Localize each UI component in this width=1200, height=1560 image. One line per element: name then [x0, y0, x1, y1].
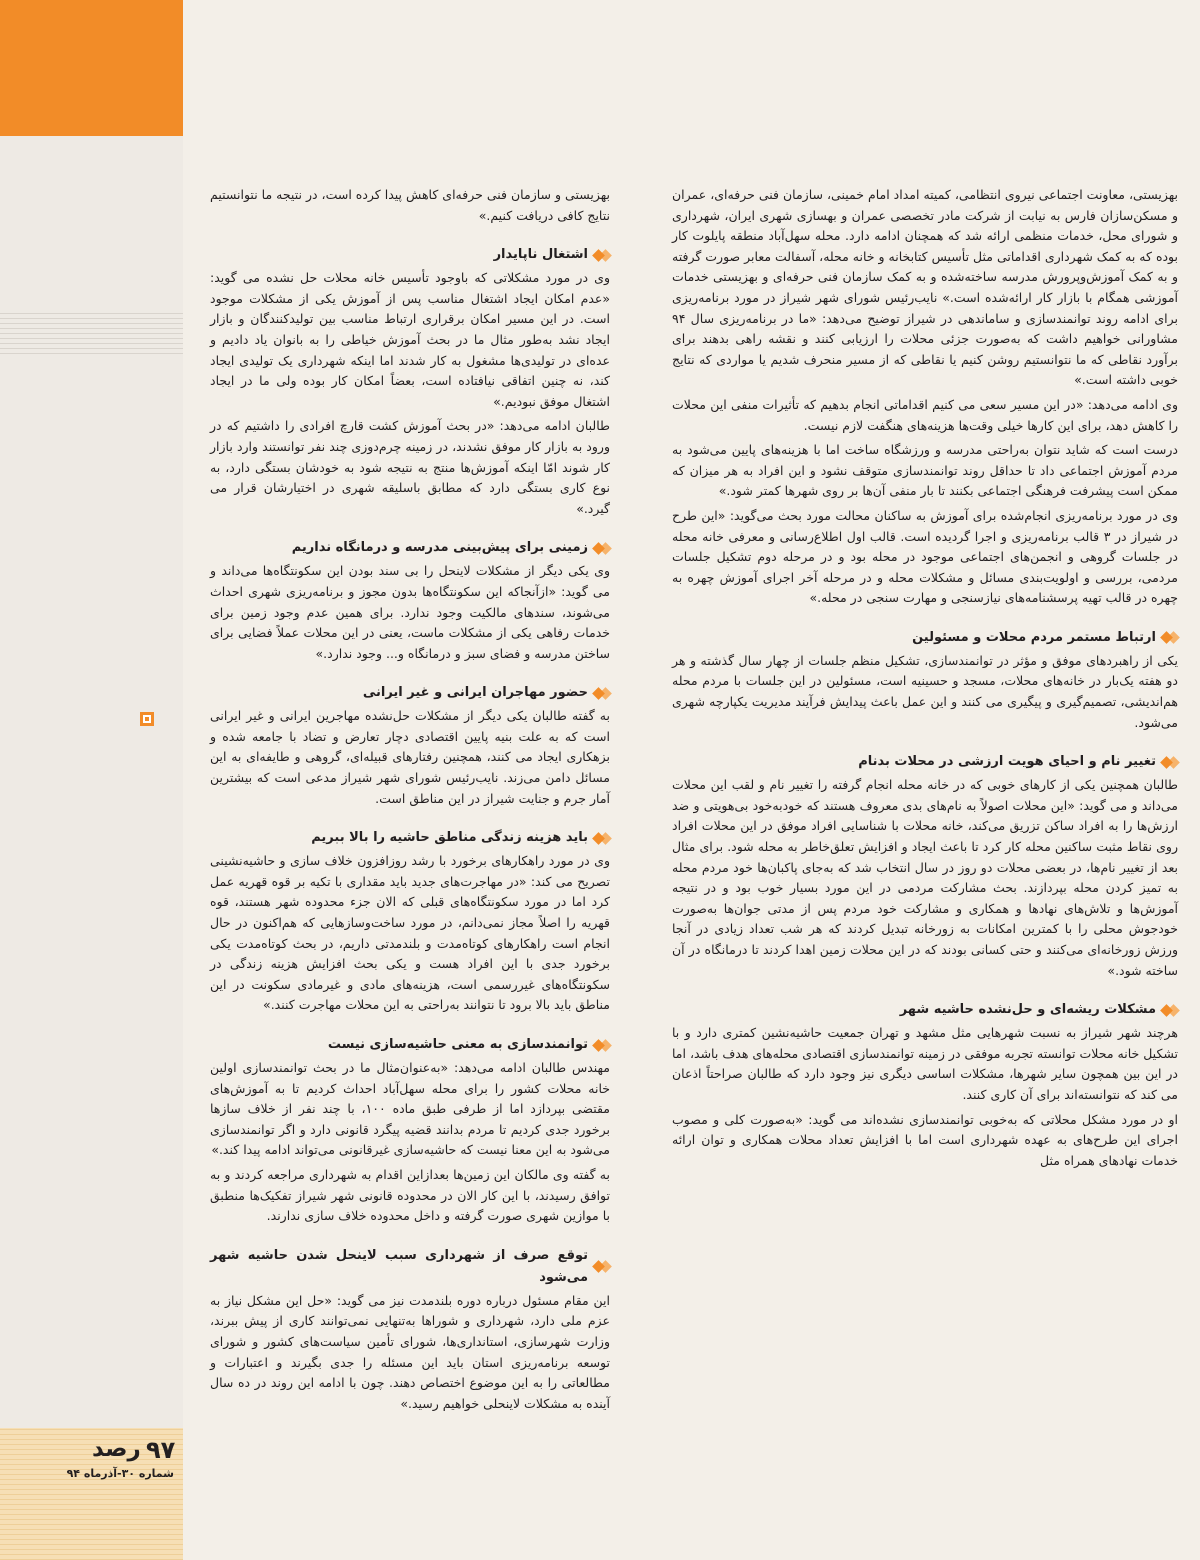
- section-heading-text: توقع صرف از شهرداری سبب لاینحل شدن حاشیه شهر می‌شود: [210, 1247, 588, 1285]
- section-heading: [210, 244, 610, 266]
- double-diamond-icon: [596, 1041, 610, 1050]
- quote-square-icon: [140, 712, 154, 726]
- magazine-logo: رصد: [92, 1436, 141, 1462]
- body-paragraph: طالبان ادامه می‌دهد: «در بحث آموزش کشت قارچ افرادی را داشتیم که در ورود به بازار کار موفق نشدند، در زمینه چرم‌دوزی چند نفر توانستند وارد بازار کار شوند امّا اینکه آموزش‌ها منتج به نتیجه شود به خودشان بستگی دارد، به نوع کاری بستگی دارد که مطابق باسلیقه شهری در اختیارشان قرار می گیرد.»: [210, 418, 610, 516]
- body-paragraph: وی در مورد مشکلاتی که باوجود تأسیس خانه محلات حل نشده می گوید: «عدم امکان ایجاد اشتغال مناسب پس از آموزش یکی از مشکلات موجود است. در این مسیر امکان برقراری ارتباط مناسب بین تولیدکنندگان و بازار ایجاد نشد به‌طور مثال ما در بحث آموزش خیاطی را به بانوان یاد دادیم و عده‌ای در تولیدی‌ها مشغول به کار شدند اما اینکه شهرداری یک تولیدی ایجاد کند، نه چنین اتفاقی نیافتاده است، بعضاً امکان کار بوده ولی ما در ایجاد اشتغال موفق نبودیم.»: [210, 270, 610, 409]
- body-paragraph: وی در مورد برنامه‌ریزی انجام‌شده برای آموزش به ساکنان محالت مورد بحث می‌گوید: «این طرح در شیراز در ۳ قالب برنامه‌ریزی و اجرا گردیده است. قالب اول اطلاع‌رسانی و معرفی خانه محله در جلسات گروهی و انجمن‌های اجتماعی موجود در محله بود و در مرحله دوم تشکیل جلسات مردمی، بررسی و اولویت‌بندی مسائل و مشکلات محله و در مرحله آخر اجرای آموزش چهره به چهره در قالب تهیه پرسشنامه‌های نیازسنجی و مهارت سنجی در محله.»: [672, 507, 1179, 606]
- sidebar-color-block: [0, 0, 183, 136]
- double-diamond-icon: [596, 1262, 610, 1271]
- article-column-left: [210, 185, 610, 1418]
- body-paragraph: وی در مورد راهکارهای برخورد با رشد روزافزون خلاف سازی و حاشیه‌نشینی تصریح می کند: «در مهاجرت‌های جدید باید مقداری با تکیه بر قوه قهریه عمل کرد اما در مورد سکونتگاه‌های قبلی که الان جزء محدوده شهر هستند، قوه قهریه را اصلاً مجاز نمی‌دانم، در مورد ساخت‌وسازهایی که هم‌اکنون در حال انجام است راهکارهای کوتاه‌مدت و بلندمدتی داریم، در بحث کوتاه‌مدت یکی برخورد جدی با این افراد هست و یکی بحث افزایش هزینه زندگی در سکونتگاه‌های غیررسمی است، هزینه‌های مادی و غیرمادی سکونت در این مناطق باید بالا برود تا نتوانند به‌راحتی به این محلات مهاجرت کنند.»: [210, 853, 610, 1013]
- body-paragraph: طالبان همچنین یکی از کارهای خوبی که در خانه محله انجام گرفته را تغییر نام و لقب این محلات می‌داند و می گوید: «این محلات اصولاً به نام‌های بدی معروف هستند که خودبه‌خود بی‌هویتی و ضد ارزش‌ها را به افراد ساکن تزریق می‌کند، خانه محلات با شناسایی افراد موفق در این محلات افراد روی نقاط مثبت ساکنین محله کار کرد تا باعث ایجاد و افزایش تعلق‌خاطر به محله شود. برای مثال بعد از تغییر نام‌ها، در بعضی محلات دو روز در سال انتخاب شد که به‌جای پاکبان‌ها خود مردم محله به تمیز کردن محله بپردازند. بحث مشارکت مردمی در این مورد بسیار خوب بود و در نتیجه آموزش‌ها و تلاش‌های نهادها و همکاری و مشارکت خود مردم پس از مدتی جوان‌ها به‌صورت خودجوش محلی را با کمترین امکانات به زورخانه تبدیل کردند که هر شب تعداد زیادی در آنجا ورزش زورخانه‌ای می‌کنند و حتی کسانی بودند که در این محلات زمین اهدا کردند تا درمانگاه در آن ساخته شود.»: [672, 777, 1178, 978]
- section-heading: [672, 627, 1178, 649]
- double-diamond-icon: [1164, 758, 1178, 767]
- section-heading: [210, 537, 610, 559]
- section-heading: [672, 751, 1178, 773]
- page-number: ۹۷: [146, 1436, 176, 1464]
- section-heading: [210, 682, 610, 704]
- section-heading-text: مشکلات ریشه‌ای و حل‌نشده حاشیه شهر: [899, 1002, 1156, 1018]
- body-paragraph: بهزیستی، معاونت اجتماعی نیروی انتظامی، کمیته امداد امام خمینی، سازمان فنی حرفه‌ای، عمران و مسکن‌سازان فارس به نیابت از شرکت مادر تخصصی عمران و بهسازی شهری ایران، شهرداری و شورای محل، خدمات منظمی ارائه شد که همچنان ادامه دارد. محله سهل‌آباد منطقه پایلوت کار بوده که به کمک شهرداری اقداماتی مثل تأسیس کتابخانه و خانه محله، آسفالت معابر صورت گرفته و به کمک آموزش‌وپرورش مدرسه ساخته‌شده و به کمک سازمان فنی حرفه‌ای و بهزیستی خدمات آموزشی همگام با بازار کار ارائه‌شده است.» نایب‌رئیس شورای شهر شیراز در مورد برنامه‌ریزی برای ادامه روند توانمندسازی و ساماندهی در شیراز توضیح می‌دهد: «ما در برنامه‌ریزی سال ۹۴ مشاورانی خواهیم داشت که به‌صورت جزئی محلات را ارزیابی کنند و نقشه راهی بدهند برای برآورد نقاطی که ما نتوانستیم روشن کنیم یا نقاطی که از مسیر منحرف شدیم یا مواردی که نتایج خوبی داشته است.»: [672, 187, 1178, 388]
- double-diamond-icon: [596, 689, 610, 698]
- body-paragraph: درست است که شاید نتوان به‌راحتی مدرسه و ورزشگاه ساخت اما با هزینه‌های پایین می‌شود به مردم آموزش اجتماعی داد تا حداقل روند توانمندسازی متوقف نشود و این افراد به هر میزان که ممکن است پیشرفت فرهنگی اجتماعی بکنند تا بار منفی آن‌ها بر روی شهرها کمتر شود.»: [672, 442, 1178, 499]
- issue-info: شماره ۳۰-آذرماه ۹۴: [66, 1467, 174, 1480]
- section-heading-text: توانمندسازی به معنی حاشیه‌سازی نیست: [327, 1037, 588, 1052]
- section-heading-text: باید هزینه زندگی مناطق حاشیه را بالا ببریم: [311, 830, 588, 846]
- article-column-right: [672, 185, 1178, 1175]
- body-paragraph: به گفته وی مالکان این زمین‌ها بعدازاین اقدام به شهرداری مراجعه کردند و به توافق رسیدند، با این کار الان در محدوده قانونی شهر شیراز تفکیک‌ها منطبق با موازین شهری صورت گرفته و داخل محدوده خلاف سازی ندارند.: [210, 1166, 610, 1224]
- section-heading: [210, 1245, 610, 1289]
- section-heading-text: تغییر نام و احیای هویت ارزشی در محلات بدنام: [858, 754, 1156, 770]
- section-heading-text: حضور مهاجران ایرانی و غیر ایرانی: [362, 685, 588, 701]
- double-diamond-icon: [1164, 1006, 1178, 1015]
- body-paragraph: به گفته طالبان یکی دیگر از مشکلات حل‌نشده مهاجرین ایرانی و غیر ایرانی است که به علت بنیه پایین اقتصادی دچار تعارض و تضاد با جامعه شده و بزهکاری ایجاد می کنند، همچنین رفتارهای قبیله‌ای، گروهی و طایفه‌ای به این مسائل دامن می‌زند. نایب‌رئیس شورای شهر شیراز مدعی است که بیشترین آمار جرم و جنایت شیراز در این مناطق است.: [210, 708, 610, 806]
- sidebar-striped-band: [0, 312, 183, 354]
- body-paragraph: بهزیستی و سازمان فنی حرفه‌ای کاهش پیدا کرده است، در نتیجه ما نتوانستیم نتایج کافی دریافت کنیم.»: [210, 187, 610, 223]
- section-heading: [210, 1034, 610, 1056]
- body-paragraph: مهندس طالبان ادامه می‌دهد: «به‌عنوان‌مثال ما در بحث توانمندسازی اولین خانه محلات کشور را برای محله سهل‌آباد احداث کردیم تا به آموزش‌های مقتضی بپردازد اما از طرفی طبق ماده ۱۰۰، با چند نفر از خلاف سازها برخورد جدی کردیم تا مردم بدانند قضیه پیگرد قانونی دارد و اگر توانمندسازی می‌شود به این معنا نیست که حاشیه‌سازی غیرقانونی می‌تواند ادامه پیدا کند.»: [210, 1060, 610, 1158]
- double-diamond-icon: [596, 251, 610, 260]
- section-heading-text: اشتغال ناپایدار: [493, 247, 588, 263]
- double-diamond-icon: [596, 544, 610, 553]
- body-paragraph: هرچند شهر شیراز به نسبت شهرهایی مثل مشهد و تهران جمعیت حاشیه‌نشین کمتری دارد و با تشکیل خانه محلات توانسته تجربه موفقی در زمینه توانمندسازی اقتصادی محله‌های هدف باشد، اما در این بین همچون سایر شهرها، مشکلات اساسی دیگری نیز وجود دارد که طالبان صراحتاً اذعان می کند که نتوانسته‌اند برای آن کاری کنند.: [672, 1025, 1178, 1102]
- body-paragraph: یکی از راهبردهای موفق و مؤثر در توانمندسازی، تشکیل منظم جلسات از چهار سال گذشته و هر دو هفته یک‌بار در خانه‌های محلات، مسجد و حسینیه است، مسئولین در این جلسات با مردم محله هم‌اندیشی، تصمیم‌گیری و پیگیری می کنند و این عمل باعث پیدایش فرآیند مدیریت یکپارچه شهری می‌شود.: [672, 652, 1178, 730]
- double-diamond-icon: [1164, 633, 1178, 642]
- body-paragraph: او در مورد مشکل محلاتی که به‌خوبی توانمندسازی نشده‌اند می گوید: «به‌صورت کلی و مصوب اجرای این طرح‌های به عهده شهرداری است اما با افزایش تعداد محلات همکاری و توان ارائه خدمات نهادهای همراه مثل: [672, 1111, 1178, 1168]
- body-paragraph: وی ادامه می‌دهد: «در این مسیر سعی می کنیم اقداماتی انجام بدهیم که تأثیرات منفی این محلات را کاهش دهد، برای این کارها خیلی وقت‌ها هزینه‌های هنگفت لازم نیست.: [672, 396, 1178, 433]
- section-heading: [210, 827, 610, 849]
- body-paragraph: این مقام مسئول درباره دوره بلندمدت نیز می گوید: «حل این مشکل نیاز به عزم ملی دارد، شهرداری و شوراها به‌تنهایی نمی‌توانند کاری از پیش ببرند، وزارت شهرسازی، استانداری‌ها، شورای تأمین سیاست‌های کشور و شورای توسعه برنامه‌ریزی استان باید این مسئله را جدی بگیرند و اعتبارات و مطالعاتی را به این موضوع اختصاص دهند. چون با ادامه این روند در ده سال آینده به مشکلات لاینحلی خواهیم رسید.»: [210, 1292, 610, 1411]
- section-heading: [672, 999, 1178, 1021]
- double-diamond-icon: [596, 834, 610, 843]
- section-heading-text: زمینی برای پیش‌بینی مدرسه و درمانگاه نداریم: [291, 540, 588, 556]
- sidebar: [0, 0, 183, 1560]
- body-paragraph: وی یکی دیگر از مشکلات لاینحل را بی سند بودن این سکونتگاه‌ها می‌داند و می گوید: «ازآنجاکه این سکونتگاه‌ها بدون مجوز و برنامه‌ریزی شهری احداث می‌شوند، سندهای مالکیت وجود ندارد. برای همین عدم وجود زمین برای خدمات رفاهی یکی از مشکلات ماست، یعنی در این محلات عملاً فضایی برای ساختن مدرسه و فضای سبز و درمانگاه و... وجود ندارد.»: [210, 563, 610, 661]
- section-heading-text: ارتباط مستمر مردم محلات و مسئولین: [912, 629, 1156, 645]
